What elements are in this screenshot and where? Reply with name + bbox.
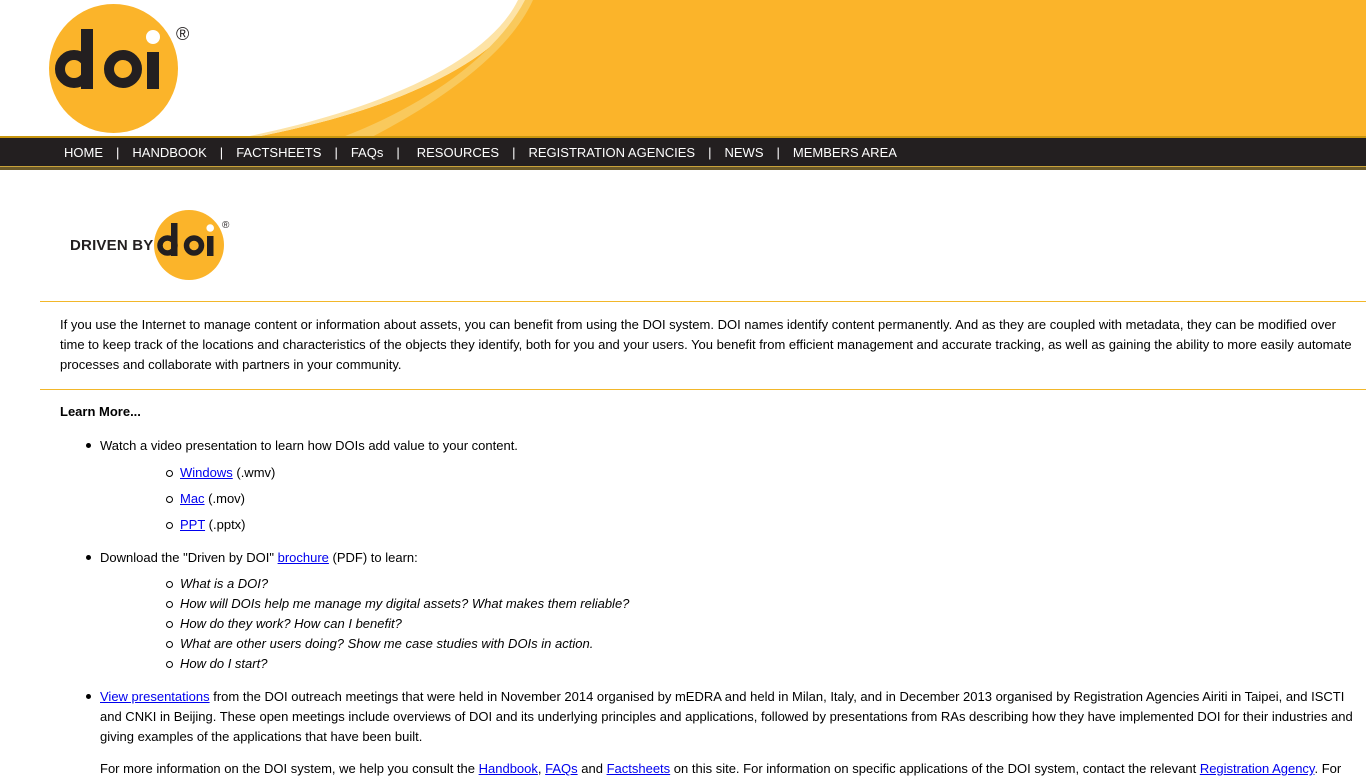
link-suffix: (.mov) (204, 491, 246, 506)
divider-rule (40, 301, 1366, 302)
nav-separator: | (396, 145, 400, 160)
list-item-brochure (100, 548, 1356, 674)
link-suffix: (.wmv) (232, 465, 276, 480)
more-info-prefix: For more information on the DOI system, we help you consult the (100, 761, 479, 776)
learn-more-content (100, 436, 1356, 779)
video-text: Watch a video presentation to learn how DOIs add value to your content. (100, 438, 518, 453)
more-info-paragraph (100, 759, 1356, 779)
more-info-suffix: . For (1314, 761, 1342, 776)
nav-factsheets[interactable]: FACTSHEETS (236, 145, 322, 160)
nav-resources[interactable]: RESOURCES (416, 145, 500, 160)
more-info-sep: and (577, 761, 607, 776)
nav-separator: | (512, 145, 516, 160)
divider-rule (40, 389, 1366, 390)
doi-logo[interactable] (49, 4, 178, 133)
nav-bottom-line (0, 166, 1366, 170)
brochure-question: How do they work? How can I benefit? (180, 614, 1356, 634)
main-nav (0, 138, 1366, 167)
nav-separator: | (219, 145, 224, 160)
list-item (180, 515, 1356, 535)
nav-separator: | (116, 145, 120, 160)
mac-video-link[interactable]: Mac (180, 491, 205, 506)
brochure-prefix: Download the "Driven by DOI" (100, 550, 278, 565)
driven-registered-mark: ® (222, 220, 230, 231)
learn-more-heading: Learn More... (60, 404, 141, 419)
nav-handbook[interactable]: HANDBOOK (132, 145, 207, 160)
windows-video-link[interactable]: Windows (180, 465, 233, 480)
brochure-question: What is a DOI? (180, 574, 1356, 594)
presentations-text: from the DOI outreach meetings that were held in November 2014 organised by mEDRA and held in Milan, Italy, and in December 2013 organised by Registration Agencies Airiti in Taipei, and ISCTI and CNKI in Beijing. These open meetings include overviews of DOI and its underlying principles and applications, followed by presentations from RAs describing how they have implemented DOI for their industries and giving examples of the applications that have been built. (100, 689, 1353, 744)
brochure-question: What are other users doing? Show me case studies with DOIs in action. (180, 634, 1356, 654)
nav-separator: | (334, 145, 338, 160)
factsheets-link[interactable]: Factsheets (606, 761, 671, 776)
brochure-question: How do I start? (180, 654, 1356, 674)
more-info-mid: on this site. For information on specific applications of the DOI system, contact the relevant (670, 761, 1200, 776)
nav-registration-agencies[interactable]: REGISTRATION AGENCIES (528, 145, 696, 160)
view-presentations-link[interactable]: View presentations (100, 689, 210, 704)
more-info-sep: , (537, 761, 546, 776)
registered-mark: ® (176, 24, 190, 44)
list-item (180, 463, 1356, 483)
faqs-link[interactable]: FAQs (545, 761, 578, 776)
doi-small-logo (154, 210, 224, 280)
brochure-suffix: (PDF) to learn: (328, 550, 418, 565)
nav-news[interactable]: NEWS (724, 145, 764, 160)
header-swoosh-graphic (0, 0, 1366, 138)
intro-paragraph: If you use the Internet to manage content or information about assets, you can benefit from using the DOI system. DOI names identify content permanently. And as they are coupled with metadata, they can be modified over time to keep track of the locations and characteristics of the objects they identify, both for you and your users. You benefit from efficient management and accurate tracking, as well as gaining the ability to more easily automate processes and collaborate with partners in your community. (60, 317, 1352, 372)
link-suffix: (.pptx) (205, 517, 246, 532)
list-item-presentations (100, 687, 1356, 747)
nav-home[interactable]: HOME (64, 145, 103, 160)
brochure-link[interactable]: brochure (277, 550, 329, 565)
nav-members-area[interactable]: MEMBERS AREA (792, 145, 897, 160)
handbook-link[interactable]: Handbook (478, 761, 538, 776)
list-item-video (100, 436, 1356, 535)
driven-by-text: DRIVEN BY (70, 237, 154, 254)
nav-separator: | (776, 145, 780, 160)
brochure-question: How will DOIs help me manage my digital assets? What makes them reliable? (180, 594, 1356, 614)
registration-agency-link[interactable]: Registration Agency (1199, 761, 1315, 776)
site-header (0, 0, 1366, 138)
ppt-link[interactable]: PPT (180, 517, 206, 532)
list-item (180, 489, 1356, 509)
driven-by-doi-logo (70, 210, 240, 280)
nav-faqs[interactable]: FAQs (350, 145, 384, 160)
nav-separator: | (708, 145, 712, 160)
